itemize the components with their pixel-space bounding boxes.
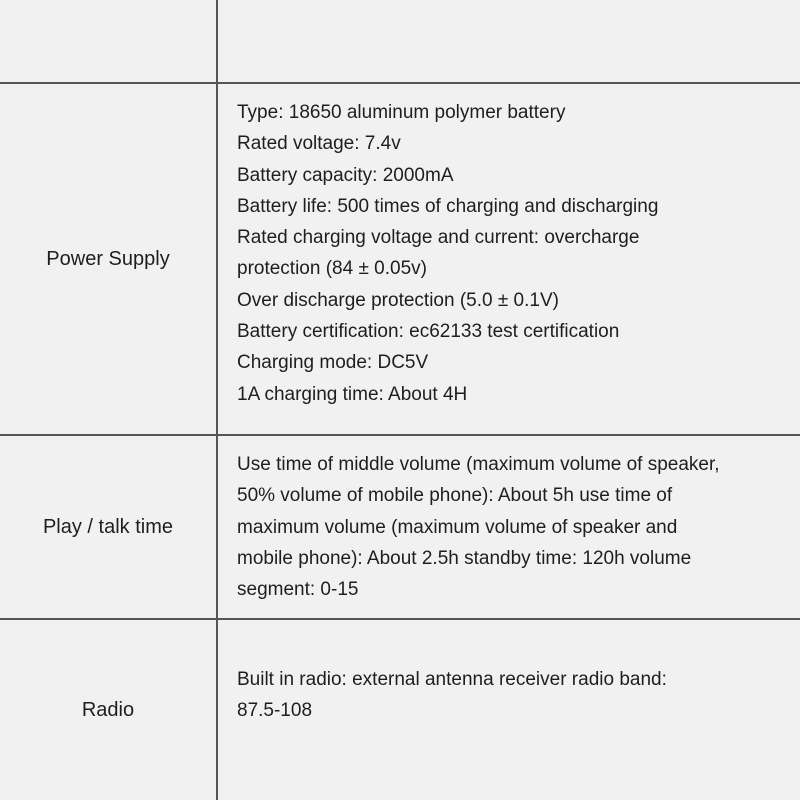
spec-line: Rated voltage: 7.4v — [237, 133, 401, 155]
spec-line: Rated charging voltage and current: overcharge — [237, 227, 640, 249]
spec-line: Battery capacity: 2000mA — [237, 164, 454, 186]
row-label: Play / talk time — [42, 515, 174, 538]
spec-line: 1A charging time: About 4H — [237, 383, 468, 405]
spec-line: Battery life: 500 times of charging and discharging — [237, 195, 659, 217]
spec-line: Use time of middle volume (maximum volume of speaker, — [237, 454, 720, 475]
table-row-radio — [0, 620, 800, 800]
spec-line: 50% volume of mobile phone): About 5h use time of — [237, 485, 673, 507]
spec-line: protection (84 ± 0.05v) — [237, 258, 427, 280]
spec-line: Type: 18650 aluminum polymer battery — [237, 102, 566, 123]
spec-line: maximum volume (maximum volume of speaker and — [237, 516, 678, 538]
spec-line: mobile phone): About 2.5h standby time: 120h volume — [237, 547, 692, 569]
spec-line: Over discharge protection (5.0 ± 0.1V) — [237, 289, 559, 311]
row-label — [0, 0, 216, 82]
spec-line: Charging mode: DC5V — [237, 352, 429, 374]
row-value — [237, 449, 790, 605]
spec-line: Built in radio: external antenna receiver radio band: — [237, 669, 667, 690]
table-row-empty — [0, 0, 800, 84]
column-divider — [216, 0, 218, 800]
row-value — [237, 664, 790, 727]
row-label: Power Supply — [46, 247, 170, 270]
table-row-play-talk-time — [0, 436, 800, 620]
row-label: Radio — [81, 698, 135, 721]
spec-line: Battery certification: ec62133 test certification — [237, 321, 620, 343]
spec-line: segment: 0-15 — [237, 579, 359, 601]
row-value — [237, 97, 790, 410]
table-row-power-supply — [0, 84, 800, 436]
spec-line: 87.5-108 — [237, 700, 313, 722]
